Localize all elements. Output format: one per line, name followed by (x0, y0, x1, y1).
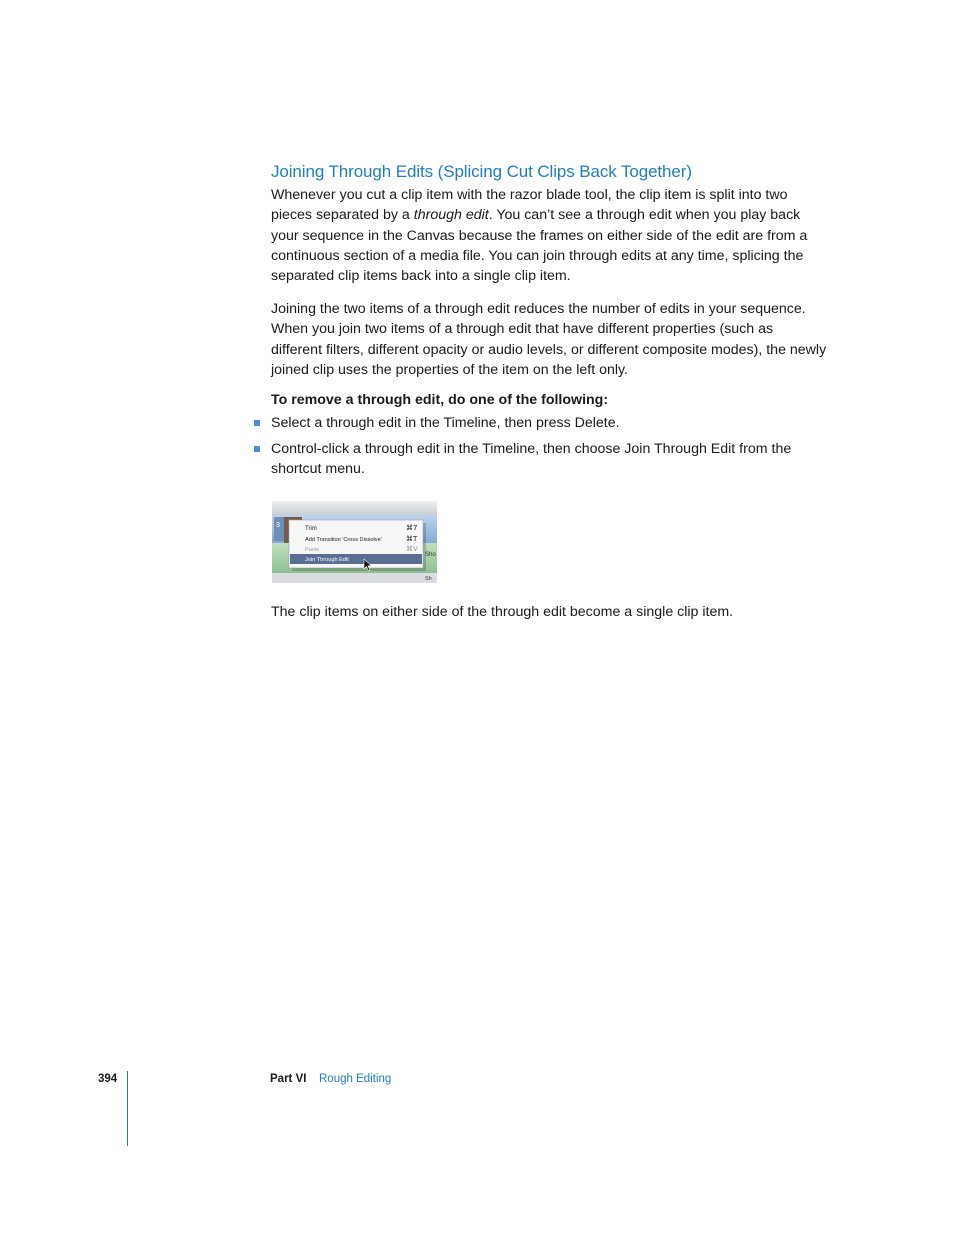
menu-item-trim[interactable]: Trim (305, 526, 317, 532)
footer-divider (127, 1071, 128, 1146)
page-number: 394 (98, 1073, 118, 1085)
footer-part: Part VI (270, 1073, 307, 1085)
timeline-bottom-bar (272, 573, 437, 583)
bullet-square-icon (254, 420, 260, 426)
menu-item-add-transition[interactable]: Add Transition 'Cross Dissolve' (305, 537, 382, 543)
menu-item-join-through-edit[interactable]: Join Through Edit (305, 557, 349, 563)
intro-text-start: Whenever you cut a clip item with the razor blade tool, the clip item is split into two pieces separated by a (271, 187, 788, 224)
menu-item-paste[interactable]: Paste (305, 547, 320, 553)
timeline-ruler (272, 501, 437, 515)
menu-shortcut-trim: ⌘7 (406, 524, 418, 532)
footer-chapter: Rough Editing (319, 1073, 392, 1085)
bottom-track-label: Sh (425, 576, 432, 582)
properties-paragraph: Joining the two items of a through edit reduces the number of edits in your sequence. When you join two items of a through edit that have different properties (such as different filters, different opacity or audio levels, or different composite modes), the newly joined clip uses the properties of the item on the left only. (271, 301, 827, 378)
task-lead: To remove a through edit, do one of the following: (271, 392, 609, 408)
section-heading: Joining Through Edits (Splicing Cut Clips Back Together) (271, 162, 692, 181)
intro-paragraph (271, 185, 827, 286)
through-edit-term: through edit (413, 207, 489, 224)
intro-text-end: . You can’t see a through edit when you play back your sequence in the Canvas because the frames on either side of the edit are from a continuous section of a media file. You can join through edits at any time, splicing the separated clip items back into a single clip item. (271, 207, 808, 285)
screenshot-caption: The clip items on either side of the through edit become a single clip item. (271, 604, 734, 620)
bullet-item (271, 413, 827, 433)
menu-shortcut-paste: ⌘V (406, 545, 418, 553)
track-header (274, 517, 284, 541)
bullet-text: Select a through edit in the Timeline, then press Delete. (271, 415, 620, 431)
bullet-text: Control-click a through edit in the Timeline, then choose Join Through Edit from the shortcut menu. (271, 441, 792, 478)
bullet-square-icon (254, 446, 260, 452)
track-number-label: 3 (276, 522, 280, 529)
bullet-item (271, 439, 827, 480)
track-tail-label: Sho (425, 552, 436, 558)
timeline-shortcut-menu-screenshot (272, 501, 437, 583)
menu-shortcut-add-transition: ⌘T (406, 535, 418, 543)
